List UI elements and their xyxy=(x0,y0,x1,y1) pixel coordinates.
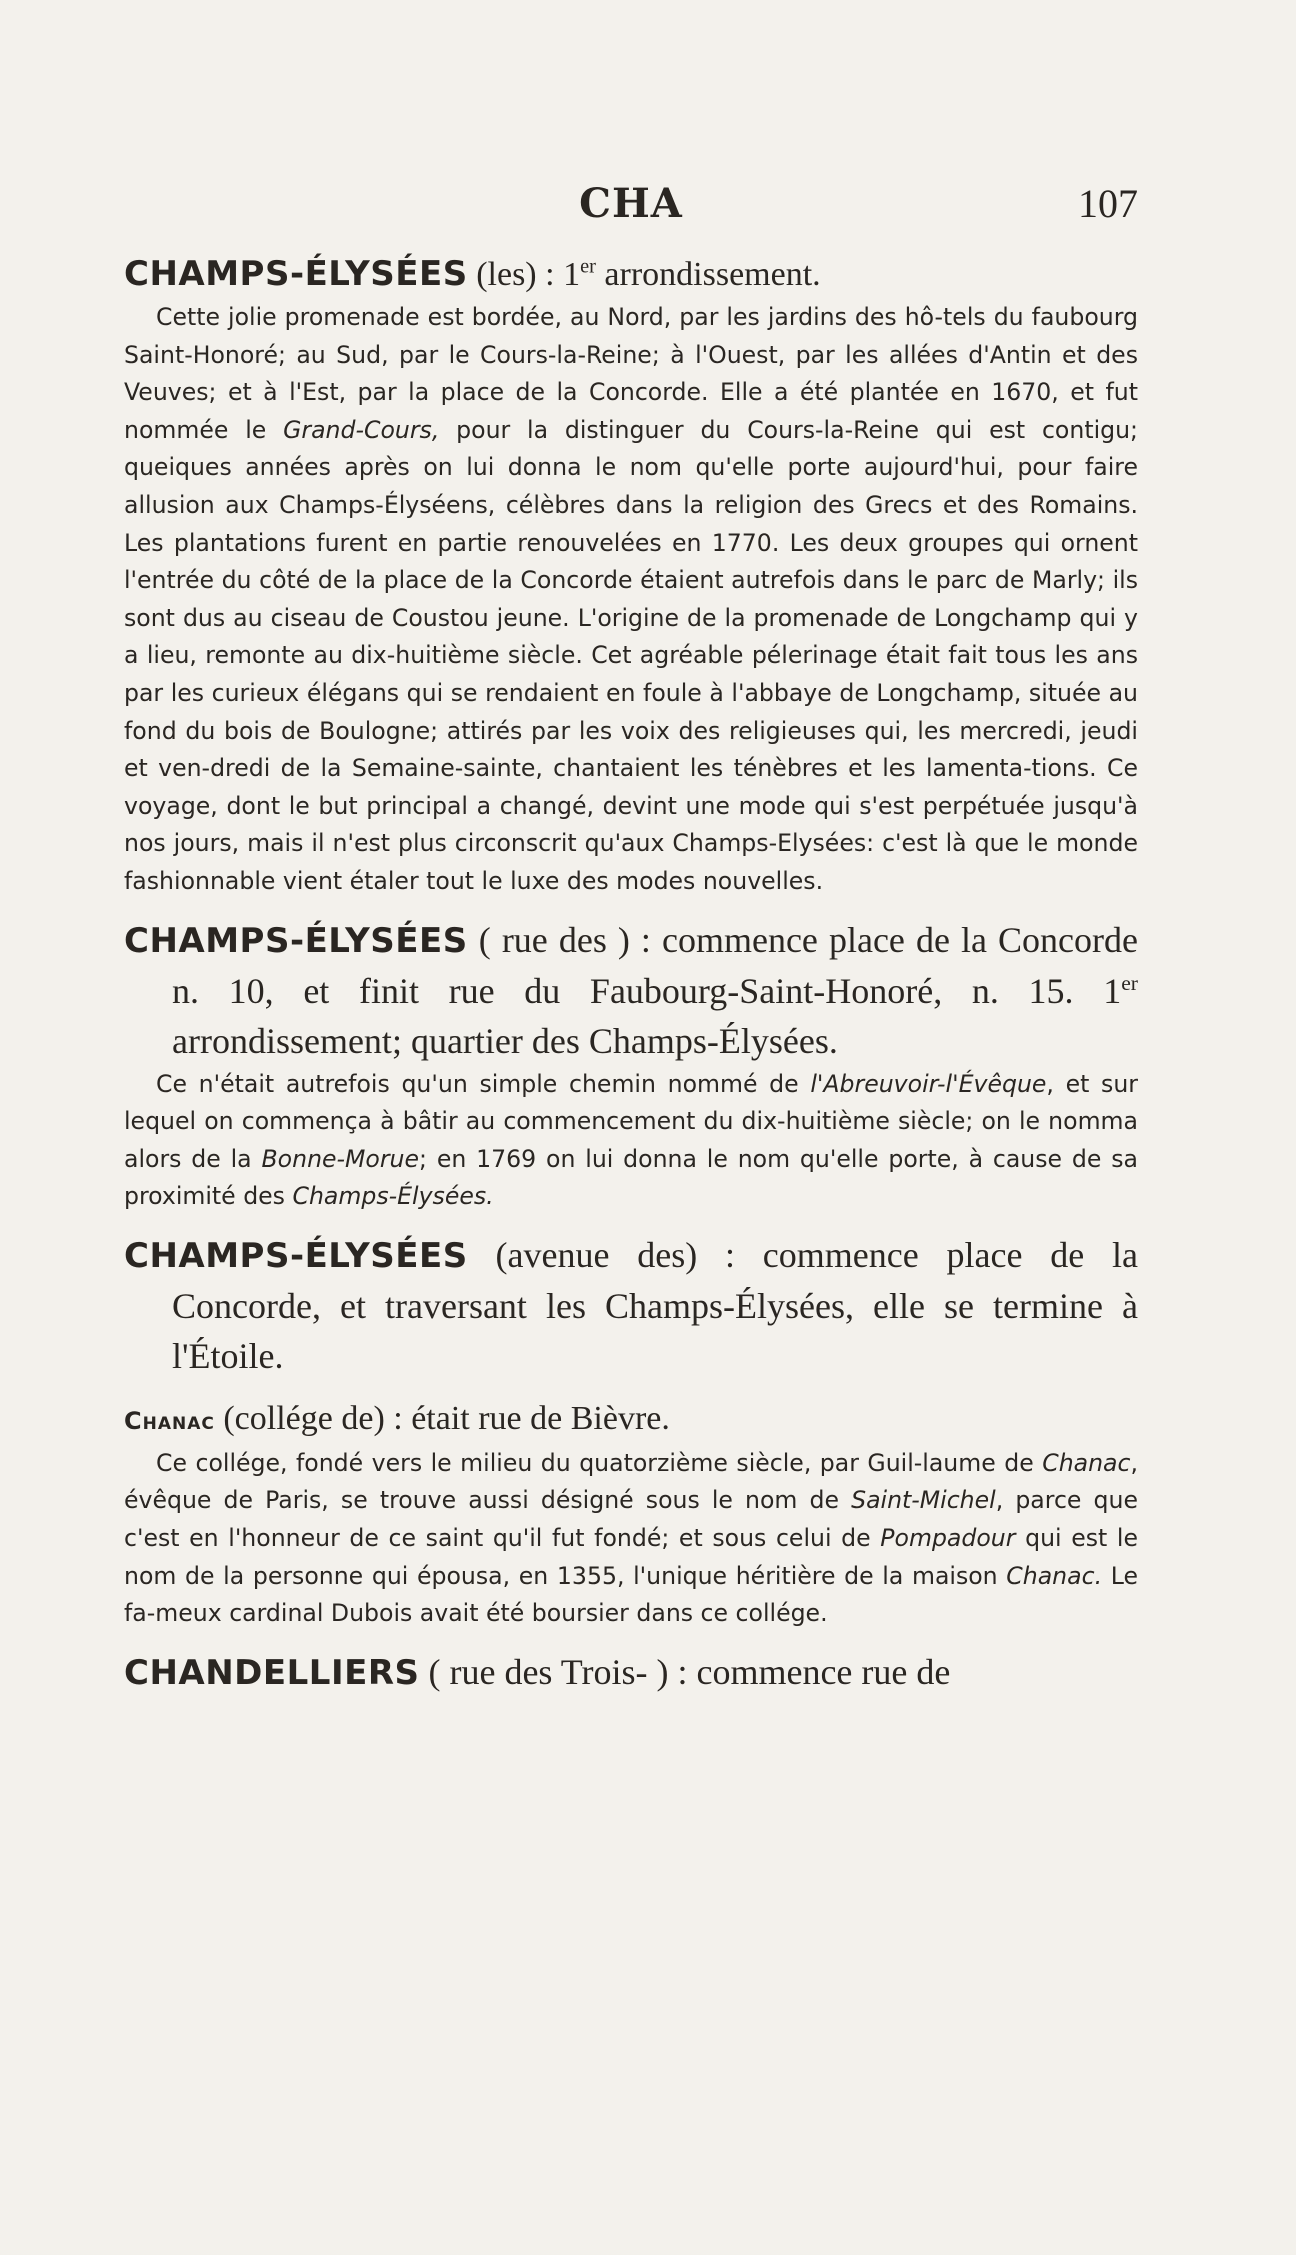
body-segment: , parce que c'est en l'honneur de ce saint qu'il fut fondé; et sous celui de xyxy=(124,1486,1138,1553)
entry-title-text: ( rue des Trois- ) : commence rue de xyxy=(419,1651,951,1692)
entry-keyword: CHAMPS-ÉLYSÉES xyxy=(124,920,468,961)
entry-champs-elysees-rue xyxy=(124,915,1138,1216)
entry-keyword: CHANDELLIERS xyxy=(124,1652,420,1693)
entry-heading xyxy=(124,1230,1138,1381)
body-italic: Chanac. xyxy=(1006,1561,1103,1590)
entry-title-text: (collége de) : était rue de Bièvre. xyxy=(214,1399,670,1437)
body-italic: Pompadour xyxy=(880,1524,1016,1553)
entry-title-sup: er xyxy=(1121,970,1138,995)
body-segment: , et sur lequel on commença à bâtir au commencement du dix-huitième siècle; on le nomma alors de la xyxy=(124,1069,1138,1173)
head-word: CHA xyxy=(579,180,683,227)
body-italic: Bonne-Morue xyxy=(261,1144,420,1173)
body-italic: Champs-Élysées. xyxy=(292,1182,494,1211)
entry-heading xyxy=(124,1647,1138,1698)
body-italic: Saint-Michel xyxy=(851,1486,996,1515)
entry-title-text: arrondissement. xyxy=(595,256,821,293)
body-segment: Le fa-meux cardinal Dubois avait été boursier dans ce collége. xyxy=(124,1561,1138,1628)
entry-champs-elysees-avenue xyxy=(124,1230,1138,1381)
entry-title-text: (les) : 1 xyxy=(467,256,581,293)
entry-keyword: CHAMPS-ÉLYSÉES xyxy=(124,254,468,294)
entry-heading xyxy=(124,915,1138,1066)
dictionary-content xyxy=(124,250,1138,1698)
body-segment: pour la distinguer du Cours-la-Reine qui est contigu; queiques années après on lui donna le nom qu'elle porte aujourd'hui, pour faire allusion aux Champs-Élyséens, célèbres dans la religion des Grecs et des Romains. Les plantations furent en partie renouvelées en 1770. Les deux groupes qui ornent l'entrée du côté de la place de la Concorde étaient autrefois dans le parc de Marly; ils sont dus au ciseau de Coustou jeune. L'origine de la promenade de Longchamp qui y a lieu, remonte au dix-huitième siècle. Cet agréable pélerinage était fait tous les ans par les curieux élégans qui se rendaient en foule à l'abbaye de Longchamp, située au fond du bois de Boulogne; attirés par les voix des religieuses qui, les mercredi, jeudi et ven-dredi de la Semaine-sainte, chantaient les ténèbres et les lamenta-tions. Ce voyage, dont le but principal a changé, devint une mode qui s'est perpétuée jusqu'à nos jours, mais il n'est plus circonscrit qu'aux Champs-Elysées: c'est là que le monde fashionnable vient étaler tout le luxe des modes nouvelles. xyxy=(124,415,1139,895)
body-segment: , évêque de Paris, se trouve aussi désigné sous le nom de xyxy=(124,1448,1138,1515)
body-segment: Ce collége, fondé vers le milieu du quatorzième siècle, par Guil-laume de xyxy=(156,1448,1043,1477)
entry-champs-elysees-les xyxy=(124,250,1138,901)
entry-title-text: ( rue des ) : commence place de la Concorde n. 10, et finit rue du Faubourg-Saint-Honoré, n. 15. 1 xyxy=(172,919,1138,1011)
entry-heading xyxy=(124,250,1138,299)
entry-body xyxy=(124,299,1138,901)
page-number: 107 xyxy=(1078,181,1138,226)
running-head xyxy=(124,180,1138,240)
body-italic: l'Abreuvoir-l'Évêque xyxy=(810,1069,1047,1098)
entry-body xyxy=(124,1066,1138,1216)
entry-heading xyxy=(124,1395,1138,1445)
entry-title-sup: er xyxy=(580,255,596,278)
body-segment: Cette jolie promenade est bordée, au Nord, par les jardins des hô-tels du faubourg Saint-Honoré; au Sud, par le Cours-la-Reine; à l'Ouest, par les allées d'Antin et des Veuves; et à l'Est, par la place de la Concorde. Elle a été plantée en 1670, et fut nommée le xyxy=(124,303,1138,444)
body-italic: Grand-Cours, xyxy=(283,415,440,444)
entry-title-text: (avenue des) : commence place de la Concorde, et traversant les Champs-Élysées, elle se termine à l'Étoile. xyxy=(172,1234,1138,1376)
entry-keyword: Chanac xyxy=(124,1406,215,1435)
entry-title-text: arrondissement; quartier des Champs-Élysées. xyxy=(172,1020,838,1061)
body-segment: qui est le nom de la personne qui épousa, en 1355, l'unique héritière de la maison xyxy=(124,1524,1138,1590)
body-segment: Ce n'était autrefois qu'un simple chemin nommé de xyxy=(156,1069,811,1098)
entry-chanac xyxy=(124,1395,1138,1633)
entry-keyword: CHAMPS-ÉLYSÉES xyxy=(124,1235,468,1276)
body-italic: Chanac xyxy=(1042,1448,1131,1477)
entry-chandelliers xyxy=(124,1647,1138,1698)
entry-body xyxy=(124,1445,1138,1633)
body-segment: ; en 1769 on lui donna le nom qu'elle porte, à cause de sa proximité des xyxy=(124,1144,1138,1211)
